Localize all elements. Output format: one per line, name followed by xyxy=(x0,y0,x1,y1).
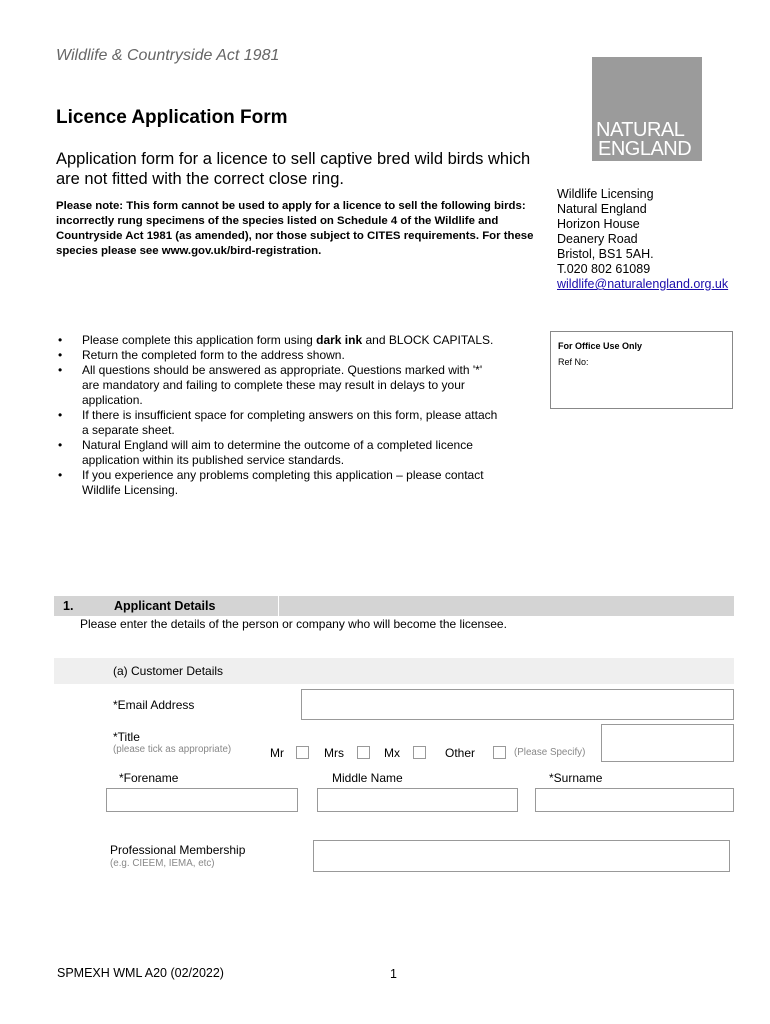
address-line: Bristol, BS1 5AH. xyxy=(557,247,654,261)
title-mx-checkbox[interactable] xyxy=(413,746,426,759)
middle-name-label: Middle Name xyxy=(332,771,403,785)
instruction-item: • Please complete this application form using dark ink and BLOCK CAPITALS. xyxy=(56,333,501,348)
phone-number: T.020 802 61089 xyxy=(557,262,651,276)
title-other-specify-field[interactable] xyxy=(601,724,734,762)
subsection-title: (a) Customer Details xyxy=(113,664,224,678)
form-note: Please note: This form cannot be used to apply for a licence to sell the following birds: incorrectly rung specimens of the species listed on Schedule 4 of the Wildlife and Countryside Act 1981 (as amended), nor those subject to CITES requirements. For these species please see www.gov.uk/bird-registration. xyxy=(56,200,534,257)
ref-no-label: Ref No: xyxy=(558,357,589,367)
email-link[interactable]: wildlife@naturalengland.org.uk xyxy=(557,277,729,291)
logo-line-2: ENGLAND xyxy=(598,138,692,160)
title-hint: (please tick as appropriate) xyxy=(113,744,232,755)
contact-address xyxy=(557,187,728,292)
office-use-box xyxy=(550,331,733,409)
forename-label: *Forename xyxy=(119,771,179,785)
title-mrs-checkbox[interactable] xyxy=(357,746,370,759)
form-code: SPMEXH WML A20 (02/2022) xyxy=(57,966,224,980)
membership-label: Professional Membership xyxy=(110,843,246,857)
title-other-checkbox[interactable] xyxy=(493,746,506,759)
address-line: Wildlife Licensing xyxy=(557,187,654,201)
title-option-mx-label: Mx xyxy=(384,746,400,760)
form-title: Licence Application Form xyxy=(56,107,288,128)
instruction-item: • If there is insufficient space for completing answers on this form, please attach a separate sheet. xyxy=(56,408,501,438)
membership-hint: (e.g. CIEEM, IEMA, etc) xyxy=(110,858,215,869)
address-line: Horizon House xyxy=(557,217,640,231)
membership-field[interactable] xyxy=(313,840,730,872)
instruction-item: • If you experience any problems completing this application – please contact Wildlife Licensing. xyxy=(56,468,501,498)
surname-label: *Surname xyxy=(549,771,603,785)
instruction-item: • Natural England will aim to determine the outcome of a completed licence application within its published service standards. xyxy=(56,438,501,468)
title-option-other-label: Other xyxy=(445,746,476,760)
email-label: *Email Address xyxy=(113,698,195,712)
title-option-mrs-label: Mrs xyxy=(324,746,344,760)
instruction-item: • All questions should be answered as appropriate. Questions marked with '*' are mandatory and failing to complete these may result in delays to your application. xyxy=(56,363,501,408)
form-subtitle: Application form for a licence to sell captive bred wild birds which are not fitted with the correct close ring. xyxy=(56,150,531,188)
act-title: Wildlife & Countryside Act 1981 xyxy=(56,47,280,64)
title-mr-checkbox[interactable] xyxy=(296,746,309,759)
title-label: *Title xyxy=(113,730,140,744)
email-field[interactable] xyxy=(301,689,734,720)
page-number: 1 xyxy=(390,967,397,981)
office-use-title: For Office Use Only xyxy=(558,341,643,351)
natural-england-logo xyxy=(592,57,702,161)
surname-field[interactable] xyxy=(535,788,734,812)
specify-hint: (Please Specify) xyxy=(514,747,586,758)
address-line: Deanery Road xyxy=(557,232,638,246)
instruction-item: • Return the completed form to the address shown. xyxy=(56,348,501,363)
logo-line-1: NATURAL xyxy=(596,119,685,141)
title-option-mr-label: Mr xyxy=(270,746,284,760)
address-line: Natural England xyxy=(557,202,647,216)
section-description: Please enter the details of the person or company who will become the licensee. xyxy=(80,617,507,631)
section-title: Applicant Details xyxy=(114,599,216,613)
section-number: 1. xyxy=(63,599,74,613)
middle-name-field[interactable] xyxy=(317,788,518,812)
forename-field[interactable] xyxy=(106,788,298,812)
instructions-list xyxy=(56,333,501,498)
